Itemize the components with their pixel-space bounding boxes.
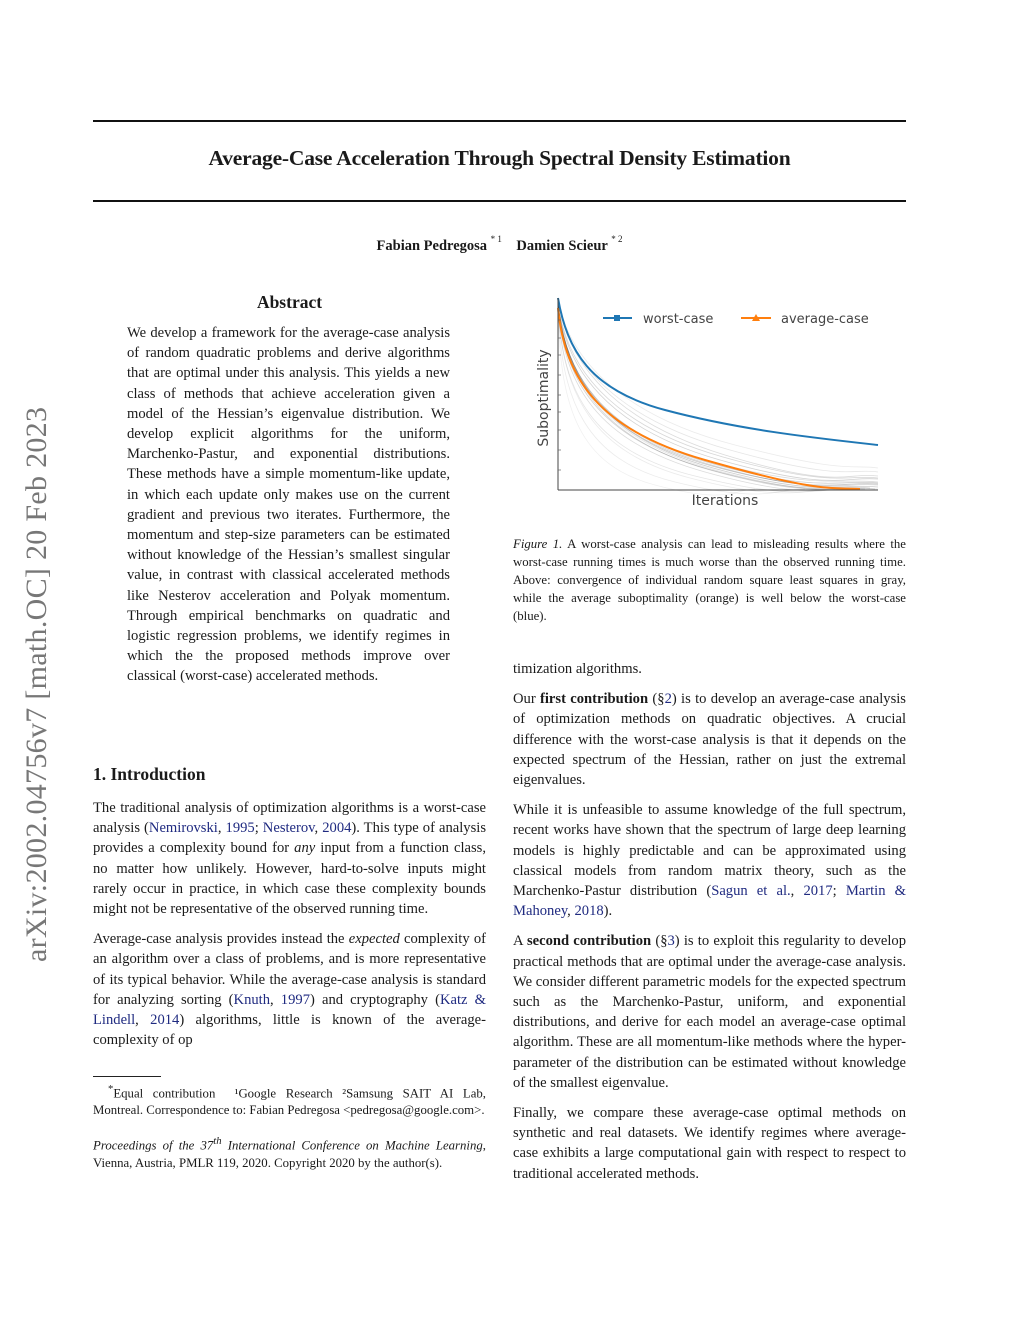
citation-link[interactable]: 1995	[225, 820, 255, 837]
text: input from a function class, no matter how unlikely. However, hard-to-solve inputs might rarely occur in practice, in which case these complexity bounds might not be representative of the observed running time.	[93, 840, 486, 918]
author-name: Fabian Pedregosa	[376, 237, 488, 254]
paragraph	[513, 689, 906, 790]
paper-title: Average-Case Acceleration Through Spectral Density Estimation	[208, 146, 791, 170]
text: The traditional analysis of optimization algorithms is a worst-case analysis (	[93, 800, 486, 837]
citation-link[interactable]: 2017	[803, 883, 833, 900]
citation-link[interactable]: Nesterov	[262, 820, 315, 837]
emphasis: any	[294, 840, 316, 857]
citation-link[interactable]: Nemirovski	[148, 820, 218, 837]
individual-run-lines	[558, 300, 878, 495]
text: (§	[651, 933, 668, 950]
figure-label: Figure 1.	[513, 537, 563, 551]
text: ;	[254, 820, 263, 837]
legend-label-worst-case: worst-case	[643, 312, 714, 327]
paragraph	[93, 929, 486, 1050]
text: ,	[567, 903, 575, 920]
paragraph	[513, 800, 906, 921]
text: ). This type of analysis provides a complexity bound for	[93, 820, 487, 857]
citation-link[interactable]: 2018	[574, 903, 604, 920]
citation-link[interactable]: Katz & Lindell	[93, 991, 486, 1029]
figure-caption	[513, 535, 906, 625]
author-affiliation-mark: * 1	[490, 234, 502, 244]
y-axis-label: Suboptimality	[536, 349, 552, 447]
emphasis: International Conference on Machine Learning	[221, 1138, 483, 1153]
legend-label-average-case: average-case	[781, 312, 869, 327]
caption-text: A worst-case analysis can lead to misleading results where the worst-case running times is much worse than the observed running time. Above: convergence of individual random square least squares in gray, while the average suboptimality (orange) is well below the worst-case (blue).	[513, 537, 906, 623]
bold-text: second contribution	[526, 933, 652, 950]
section-link[interactable]: 2	[664, 691, 672, 708]
citation-link[interactable]: 1997	[280, 991, 310, 1008]
footnote-mark: *	[108, 1084, 114, 1095]
text: ,	[135, 1012, 151, 1029]
text: ,	[790, 883, 804, 900]
bold-text: first contribution	[540, 691, 649, 708]
section-link[interactable]: 3	[667, 933, 675, 950]
text: ) and cryptography (	[309, 991, 440, 1008]
author-affiliation-mark: * 2	[611, 234, 623, 244]
citation-link[interactable]: 2014	[150, 1012, 180, 1029]
paragraph: Finally, we compare these average-case optimal methods on synthetic and real datasets. We identify regimes where average-case exhibits a large computational gain with respect to respect to traditional accelerated methods.	[513, 1105, 906, 1182]
author-list	[93, 236, 906, 255]
introduction-body	[93, 798, 486, 1060]
citation-link[interactable]: Sagun et al.	[711, 883, 791, 900]
text: Our	[513, 691, 541, 708]
text: ).	[603, 903, 613, 920]
text: ,	[314, 820, 323, 837]
proceedings-footnote	[93, 1133, 486, 1171]
chart-legend	[603, 312, 869, 327]
abstract-body: We develop a framework for the average-case analysis of random quadratic problems and derive algorithms that are optimal under this analysis. This yields a new class of methods that achieve acceleration given a model of the Hessian’s eigenvalue distribution. We develop explicit algorithms for the uniform, Marchenko-Pastur, and exponential distributions. These methods have a simple momentum-like update, in which each update only makes use on the current gradient and previous two iterates. Furthermore, the momentum and step-size parameters can be estimated without knowledge of the Hessian’s smallest singular value, in contrast with classical accelerated methods like Nesterov acceleration and Polyak momentum. Through empirical benchmarks on quadratic and logistic regression problems, we identify regimes in which the the proposed methods improve over classical (worst-case) accelerated methods.	[127, 325, 450, 685]
emphasis: expected	[348, 931, 400, 948]
citation-link[interactable]: Knuth	[233, 991, 271, 1008]
text: ) algorithms, little is known of the average-complexity of op	[93, 1012, 487, 1049]
x-axis-label: Iterations	[691, 493, 759, 509]
affiliation-footnote	[93, 1081, 486, 1119]
text: , Vienna, Austria, PMLR 119, 2020. Copyright 2020 by the author(s).	[93, 1138, 486, 1170]
citation-link[interactable]: Martin & Mahoney	[513, 883, 907, 920]
title-rule-top	[93, 120, 906, 122]
author-name: Damien Scieur	[516, 237, 608, 254]
text: Average-case analysis provides instead the	[93, 931, 349, 948]
arxiv-stamp: arXiv:2002.04756v7 [math.OC] 20 Feb 2023	[20, 406, 53, 962]
emphasis: th	[213, 1136, 222, 1148]
text: While it is unfeasible to assume knowledge of the full spectrum, recent works have shown that the spectrum of large deep learning models is highly predictable and can be approximated using classical models from random matrix theory, such as the Marchenko-Pastur distribution (	[513, 802, 906, 900]
text: ;	[832, 883, 846, 900]
text: Equal contribution ¹Google Research ²Samsung SAIT AI Lab, Montreal. Correspondence to: Fabian Pedregosa <pedregosa@google.com>.	[93, 1086, 486, 1118]
footnote-divider	[93, 1076, 161, 1077]
text: ,	[217, 820, 226, 837]
text: A	[513, 933, 527, 950]
emphasis: Proceedings of the 37	[93, 1138, 214, 1153]
citation-link[interactable]: 2004	[322, 820, 352, 837]
square-marker-icon	[614, 315, 620, 321]
right-column-body	[513, 659, 906, 1194]
text: complexity of an algorithm over a class of problems, and is more representative of its typical behavior. While the average-case analysis is standard for analyzing sorting (	[93, 931, 486, 1008]
figure-1-chart	[515, 290, 895, 510]
text: (§	[648, 691, 665, 708]
footnotes	[93, 1081, 486, 1186]
title-rule-bottom	[93, 200, 906, 202]
paragraph	[93, 798, 486, 919]
text: ) is to exploit this regularity to develop practical methods that are optimal under the average-case analysis. We consider different parametric models for the expected spectrum such as the Marchenko-Pastur, uniform, and exponential distributions, and derive for each model an average-case optimal algorithm. These are all momentum-like methods where the hyper-parameter of the distribution can be estimated without knowledge of the smallest eigenvalue.	[513, 933, 906, 1091]
paragraph	[513, 931, 906, 1093]
paragraph: timization algorithms.	[513, 661, 642, 677]
text: ) is to develop an average-case analysis of optimization methods on quadratic objectives. A crucial difference with the worst-case analysis is that it depends on the expected spectrum of the Hessian, rather on just the extremal eigenvalues.	[513, 691, 906, 789]
section-heading-introduction: 1. Introduction	[93, 764, 206, 784]
abstract-heading: Abstract	[256, 292, 323, 312]
text: ,	[270, 991, 281, 1008]
